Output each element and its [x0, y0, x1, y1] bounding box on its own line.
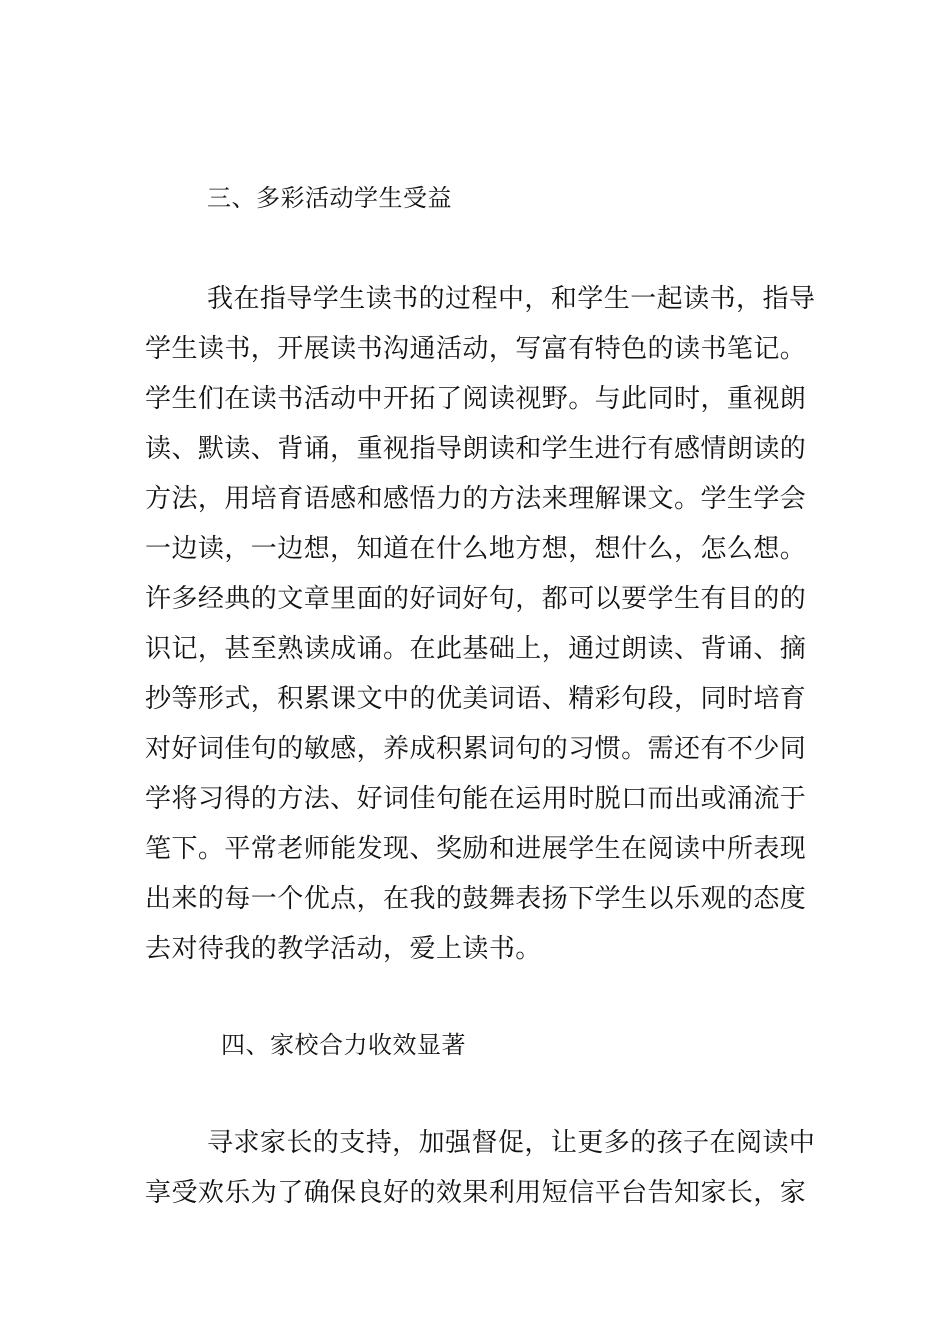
paragraph-line: 许多经典的文章里面的好词好句，都可以要学生有目的的	[145, 584, 807, 614]
section-heading-4: 四、家校合力收效显著	[221, 1031, 466, 1059]
paragraph-line: 我在指导学生读书的过程中，和学生一起读书，指导	[207, 284, 816, 314]
paragraph-line: 享受欢乐为了确保良好的效果利用短信平台告知家长，家	[145, 1178, 807, 1208]
paragraph-line: 笔下。平常老师能发现、奖励和进展学生在阅读中所表现	[145, 834, 807, 864]
section-heading-3: 三、多彩活动学生受益	[207, 184, 452, 212]
paragraph-line: 寻求家长的支持，加强督促，让更多的孩子在阅读中	[207, 1128, 816, 1158]
paragraph-line: 识记，甚至熟读成诵。在此基础上，通过朗读、背诵、摘	[145, 634, 807, 664]
section-4-paragraph	[145, 1118, 815, 1218]
paragraph-line: 抄等形式，积累课文中的优美词语、精彩句段，同时培育	[145, 684, 807, 714]
paragraph-line: 去对待我的教学活动，爱上读书。	[145, 934, 542, 964]
paragraph-line: 对好词佳句的敏感，养成积累词句的习惯。需还有不少同	[145, 734, 807, 764]
paragraph-line: 学将习得的方法、好词佳句能在运用时脱口而出或涌流于	[145, 784, 807, 814]
paragraph-line: 学生们在读书活动中开拓了阅读视野。与此同时，重视朗	[145, 384, 807, 414]
section-3-paragraph	[145, 274, 815, 974]
paragraph-line: 一边读，一边想，知道在什么地方想，想什么，怎么想。	[145, 534, 807, 564]
paragraph-line: 方法，用培育语感和感悟力的方法来理解课文。学生学会	[145, 484, 807, 514]
paragraph-line: 学生读书，开展读书沟通活动，写富有特色的读书笔记。	[145, 334, 807, 364]
paragraph-line: 出来的每一个优点，在我的鼓舞表扬下学生以乐观的态度	[145, 884, 807, 914]
paragraph-line: 读、默读、背诵，重视指导朗读和学生进行有感情朗读的	[145, 434, 807, 464]
